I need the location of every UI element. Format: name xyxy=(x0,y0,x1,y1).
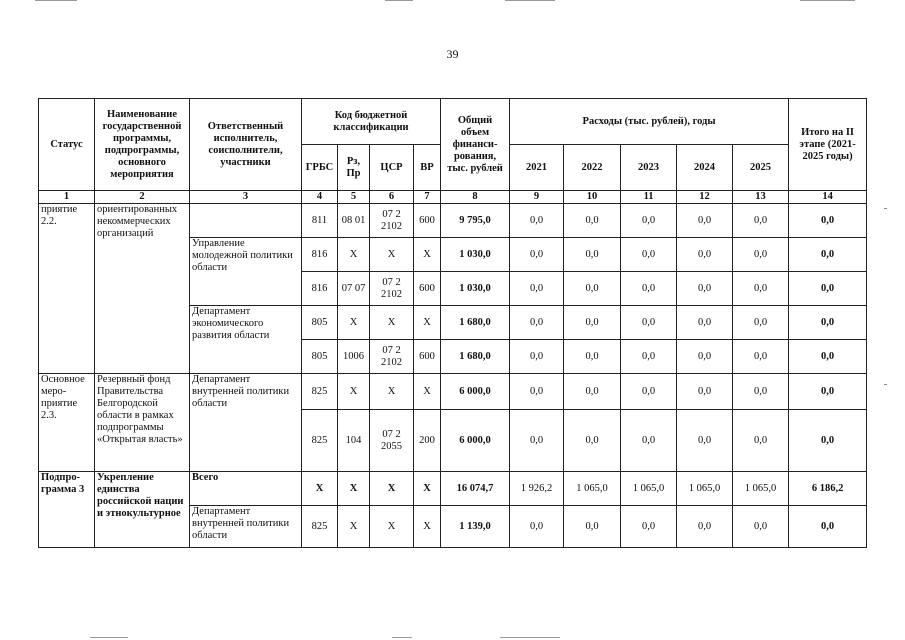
rzpr-cell: Х xyxy=(338,506,370,548)
vr-cell: 600 xyxy=(414,204,441,238)
grbs-cell: 816 xyxy=(302,238,338,272)
column-number: 10 xyxy=(564,191,621,204)
year-cell: 0,0 xyxy=(733,204,789,238)
year-cell: 0,0 xyxy=(564,204,621,238)
csr-cell: Х xyxy=(370,374,414,410)
header-year: 2021 xyxy=(510,145,564,191)
header-grbs: ГРБС xyxy=(302,145,338,191)
year-cell: 0,0 xyxy=(564,410,621,472)
column-number: 5 xyxy=(338,191,370,204)
name-cell: Резервный фонд Правительства Белгородской области в рамках подпрограммы «Открытая власть» xyxy=(95,374,190,472)
sum-cell: 0,0 xyxy=(789,374,867,410)
grbs-cell: 811 xyxy=(302,204,338,238)
year-cell: 0,0 xyxy=(677,306,733,340)
total-cell: 6 000,0 xyxy=(441,410,510,472)
executor-cell: Управление молодежной политики области xyxy=(190,238,302,306)
vr-cell: 600 xyxy=(414,272,441,306)
vr-cell: Х xyxy=(414,238,441,272)
executor-cell xyxy=(190,204,302,238)
rzpr-cell: 08 01 xyxy=(338,204,370,238)
sum-cell: 0,0 xyxy=(789,306,867,340)
table-row xyxy=(39,472,867,506)
header-year: 2025 xyxy=(733,145,789,191)
year-cell: 0,0 xyxy=(621,238,677,272)
total-cell: 1 030,0 xyxy=(441,238,510,272)
year-cell: 0,0 xyxy=(621,506,677,548)
grbs-cell: Х xyxy=(302,472,338,506)
year-cell: 0,0 xyxy=(677,238,733,272)
csr-cell: Х xyxy=(370,306,414,340)
sum-cell: 0,0 xyxy=(789,272,867,306)
column-number: 3 xyxy=(190,191,302,204)
column-number: 14 xyxy=(789,191,867,204)
rzpr-cell: 07 07 xyxy=(338,272,370,306)
vr-cell: Х xyxy=(414,472,441,506)
year-cell: 0,0 xyxy=(510,204,564,238)
header-total: Общий объем финанси-рования, тыс. рублей xyxy=(441,99,510,191)
vr-cell: Х xyxy=(414,306,441,340)
csr-cell: 07 2 2102 xyxy=(370,272,414,306)
year-cell: 0,0 xyxy=(510,340,564,374)
header-name: Наименование государственной программы, подпрограммы, основного мероприятия xyxy=(95,99,190,191)
grbs-cell: 805 xyxy=(302,340,338,374)
year-cell: 0,0 xyxy=(621,204,677,238)
rzpr-cell: Х xyxy=(338,306,370,340)
year-cell: 0,0 xyxy=(510,238,564,272)
grbs-cell: 825 xyxy=(302,506,338,548)
grbs-cell: 805 xyxy=(302,306,338,340)
year-cell: 0,0 xyxy=(677,410,733,472)
total-cell: 1 680,0 xyxy=(441,340,510,374)
year-cell: 0,0 xyxy=(733,410,789,472)
year-cell: 0,0 xyxy=(510,306,564,340)
year-cell: 0,0 xyxy=(621,272,677,306)
executor-cell: Департамент внутренней политики области xyxy=(190,374,302,472)
rzpr-cell: Х xyxy=(338,374,370,410)
name-cell: ориентированных некоммерческих организаций xyxy=(95,204,190,374)
year-cell: 0,0 xyxy=(510,410,564,472)
total-cell: 1 680,0 xyxy=(441,306,510,340)
grbs-cell: 825 xyxy=(302,410,338,472)
executor-cell: Департамент внутренней политики области xyxy=(190,506,302,548)
total-cell: 9 795,0 xyxy=(441,204,510,238)
year-cell: 0,0 xyxy=(564,340,621,374)
year-cell: 0,0 xyxy=(677,340,733,374)
table-row xyxy=(39,204,867,238)
rzpr-cell: 1006 xyxy=(338,340,370,374)
total-cell: 1 030,0 xyxy=(441,272,510,306)
year-cell: 0,0 xyxy=(564,272,621,306)
column-number: 9 xyxy=(510,191,564,204)
grbs-cell: 825 xyxy=(302,374,338,410)
sum-cell: 0,0 xyxy=(789,410,867,472)
csr-cell: 07 2 2102 xyxy=(370,340,414,374)
column-number: 4 xyxy=(302,191,338,204)
year-cell: 0,0 xyxy=(677,374,733,410)
header-vr: ВР xyxy=(414,145,441,191)
column-number: 12 xyxy=(677,191,733,204)
year-cell: 0,0 xyxy=(564,306,621,340)
header-expenses: Расходы (тыс. рублей), годы xyxy=(510,99,789,145)
csr-cell: 07 2 2102 xyxy=(370,204,414,238)
csr-cell: 07 2 2055 xyxy=(370,410,414,472)
year-cell: 0,0 xyxy=(677,204,733,238)
header-budget-code: Код бюджетной классификации xyxy=(302,99,441,145)
sum-cell: 0,0 xyxy=(789,340,867,374)
status-cell: приятие 2.2. xyxy=(39,204,95,374)
year-cell: 0,0 xyxy=(621,306,677,340)
executor-cell: Всего xyxy=(190,472,302,506)
year-cell: 0,0 xyxy=(677,272,733,306)
csr-cell: Х xyxy=(370,506,414,548)
status-cell: Основное меро-приятие 2.3. xyxy=(39,374,95,472)
year-cell: 0,0 xyxy=(621,374,677,410)
year-cell: 0,0 xyxy=(733,374,789,410)
vr-cell: Х xyxy=(414,374,441,410)
year-cell: 0,0 xyxy=(510,272,564,306)
year-cell: 0,0 xyxy=(733,272,789,306)
column-number: 13 xyxy=(733,191,789,204)
year-cell: 0,0 xyxy=(564,506,621,548)
sum-cell: 6 186,2 xyxy=(789,472,867,506)
total-cell: 16 074,7 xyxy=(441,472,510,506)
column-number: 11 xyxy=(621,191,677,204)
csr-cell: Х xyxy=(370,472,414,506)
year-cell: 0,0 xyxy=(621,340,677,374)
page-number: 39 xyxy=(446,47,459,61)
header-responsible: Ответственный исполнитель, соисполнители, участники xyxy=(190,99,302,191)
column-number: 2 xyxy=(95,191,190,204)
column-number: 7 xyxy=(414,191,441,204)
header-year: 2022 xyxy=(564,145,621,191)
year-cell: 0,0 xyxy=(733,340,789,374)
header-year: 2023 xyxy=(621,145,677,191)
vr-cell: 200 xyxy=(414,410,441,472)
sum-cell: 0,0 xyxy=(789,238,867,272)
year-cell: 1 065,0 xyxy=(564,472,621,506)
csr-cell: Х xyxy=(370,238,414,272)
sum-cell: 0,0 xyxy=(789,204,867,238)
year-cell: 0,0 xyxy=(677,506,733,548)
header-csr: ЦСР xyxy=(370,145,414,191)
year-cell: 0,0 xyxy=(733,506,789,548)
year-cell: 0,0 xyxy=(733,306,789,340)
column-number: 1 xyxy=(39,191,95,204)
vr-cell: Х xyxy=(414,506,441,548)
total-cell: 1 139,0 xyxy=(441,506,510,548)
header-status: Статус xyxy=(39,99,95,191)
header-stage-total: Итого на II этапе (2021-2025 годы) xyxy=(789,99,867,191)
budget-table xyxy=(38,98,867,548)
total-cell: 6 000,0 xyxy=(441,374,510,410)
name-cell: Укрепление единства российской нации и этнокультурное xyxy=(95,472,190,548)
year-cell: 1 926,2 xyxy=(510,472,564,506)
year-cell: 0,0 xyxy=(510,506,564,548)
column-number: 8 xyxy=(441,191,510,204)
grbs-cell: 816 xyxy=(302,272,338,306)
rzpr-cell: 104 xyxy=(338,410,370,472)
header-year: 2024 xyxy=(677,145,733,191)
sum-cell: 0,0 xyxy=(789,506,867,548)
year-cell: 1 065,0 xyxy=(621,472,677,506)
year-cell: 1 065,0 xyxy=(733,472,789,506)
year-cell: 0,0 xyxy=(621,410,677,472)
rzpr-cell: Х xyxy=(338,472,370,506)
table-row xyxy=(39,374,867,410)
rzpr-cell: Х xyxy=(338,238,370,272)
vr-cell: 600 xyxy=(414,340,441,374)
executor-cell: Департамент экономического развития области xyxy=(190,306,302,374)
header-rzpr: Рз, Пр xyxy=(338,145,370,191)
year-cell: 0,0 xyxy=(564,238,621,272)
column-number: 6 xyxy=(370,191,414,204)
year-cell: 1 065,0 xyxy=(677,472,733,506)
year-cell: 0,0 xyxy=(733,238,789,272)
status-cell: Подпро-грамма 3 xyxy=(39,472,95,548)
year-cell: 0,0 xyxy=(510,374,564,410)
year-cell: 0,0 xyxy=(564,374,621,410)
